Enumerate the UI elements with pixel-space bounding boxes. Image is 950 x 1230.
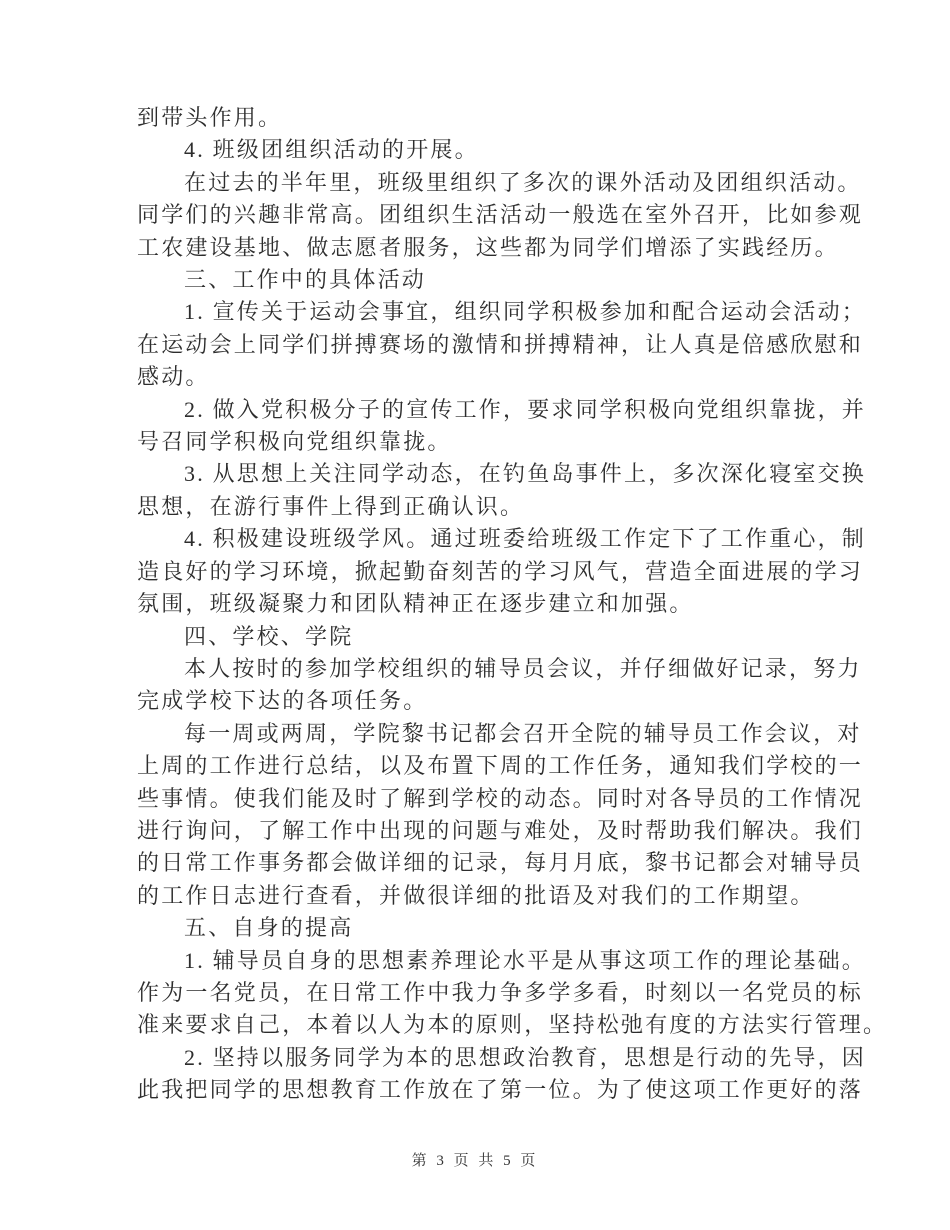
text-line: 的工作日志进行查看，并做很详细的批语及对我们的工作期望。 [137,882,815,908]
paragraph [137,458,877,523]
text-line: 号召同学积极向党组织靠拢。 [137,429,452,455]
text-line: 造良好的学习环境，掀起勤奋刻苦的学习风气，营造全面进展的学习 [137,558,864,584]
text-line: 4. 班级团组织活动的开展。 [184,137,479,163]
paragraph [137,296,877,393]
text-line: 在运动会上同学们拼搏赛场的激情和拼搏精神，让人真是倍感欣慰和 [137,331,864,357]
paragraph [137,718,877,912]
paragraph [137,945,888,1042]
paragraph [137,912,877,944]
paragraph [137,621,877,653]
text-line: 感动。 [137,364,210,390]
text-line: 上周的工作进行总结，以及布置下周的工作任务，通知我们学校的一 [137,753,864,779]
paragraph [137,167,877,264]
text-line: 1. 宣传关于运动会事宜，组织同学积极参加和配合运动会活动； [184,299,867,325]
text-line: 完成学校下达的各项任务。 [137,688,428,714]
page-footer: 第 3 页 共 5 页 [411,1153,539,1169]
text-line: 同学们的兴趣非常高。团组织生活活动一般选在室外召开，比如参观 [137,202,864,228]
text-line: 4. 积极建设班级学风。通过班委给班级工作定下了工作重心，制 [184,526,867,552]
text-line: 1. 辅导员自身的思想素养理论水平是从事这项工作的理论基础。 [184,947,867,973]
text-line: 作为一名党员，在日常工作中我力争多学多看，时刻以一名党员的标 [137,979,864,1005]
text-line: 氛围，班级凝聚力和团队精神正在逐步建立和加强。 [137,591,694,617]
text-line: 2. 做入党积极分子的宣传工作，要求同学积极向党组织靠拢，并 [184,396,867,422]
text-line: 五、自身的提高 [184,915,354,941]
text-line: 准来要求自己，本着以人为本的原则，坚持松弛有度的方法实行管理。 [137,1012,888,1038]
paragraph [137,523,877,620]
document-body [137,102,888,1107]
text-line: 2. 坚持以服务同学为本的思想政治教育，思想是行动的先导，因 [184,1044,867,1070]
paragraph [137,394,877,459]
text-line: 到带头作用。 [137,105,283,130]
paragraph [137,653,877,718]
text-line: 在过去的半年里，班级里组织了多次的课外活动及团组织活动。 [184,169,862,195]
text-line: 每一周或两周，学院黎书记都会召开全院的辅导员工作会议，对 [184,720,862,746]
paragraph [137,1042,877,1107]
text-line: 3. 从思想上关注同学动态，在钓鱼岛事件上，多次深化寝室交换 [184,461,867,487]
paragraph [137,264,877,296]
text-line: 此我把同学的思想教育工作放在了第一位。为了使这项工作更好的落 [137,1077,864,1103]
text-line: 三、工作中的具体活动 [184,267,427,293]
text-line: 工农建设基地、做志愿者服务，这些都为同学们增添了实践经历。 [137,234,839,260]
text-line: 进行询问，了解工作中出现的问题与难处，及时帮助我们解决。我们 [137,817,864,843]
text-line: 四、学校、学院 [184,623,354,649]
paragraph [137,102,877,134]
paragraph [137,134,877,166]
text-line: 思想，在游行事件上得到正确认识。 [137,493,525,519]
text-line: 本人按时的参加学校组织的辅导员会议，并仔细做好记录，努力 [184,655,862,681]
text-line: 些事情。使我们能及时了解到学校的动态。同时对各导员的工作情况 [137,785,864,811]
text-line: 的日常工作事务都会做详细的记录，每月月底，黎书记都会对辅导员 [137,850,864,876]
